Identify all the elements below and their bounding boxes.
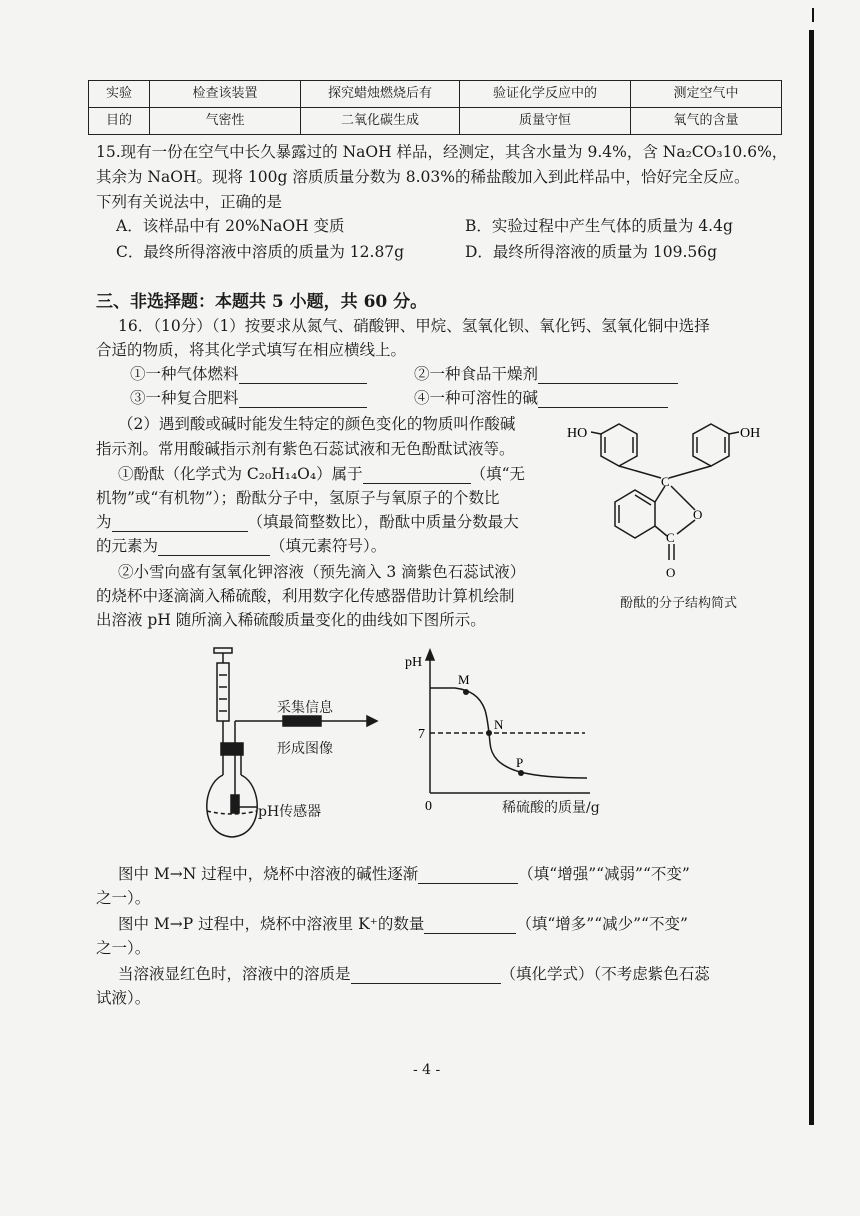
table-cell: 探究蜡烛燃烧后有: [301, 81, 460, 108]
origin-label: 0: [425, 799, 432, 814]
text: ①酚酞（化学式为 C₂₀H₁₄O₄）属于: [118, 465, 363, 483]
label-n: N: [494, 717, 504, 732]
point-m: [463, 689, 469, 695]
collect-info-label: 采集信息: [277, 700, 333, 716]
q16-a-line1: [118, 462, 525, 484]
q16-mp-line-end: 之一）。: [96, 939, 151, 957]
answer-blank[interactable]: [158, 539, 270, 556]
q15-option-b: B．实验过程中产生气体的质量为 4.4g: [465, 217, 733, 235]
table-cell: 氧气的含量: [631, 108, 782, 135]
answer-blank[interactable]: [239, 391, 367, 408]
q16-b-line2: 的烧杯中逐滴滴入稀硫酸，利用数字化传感器借助计算机绘制: [96, 587, 515, 605]
answer-blank[interactable]: [424, 917, 516, 934]
text: 图中 M→N 过程中，烧杯中溶液的碱性逐渐: [118, 865, 419, 883]
q16-item2: [414, 362, 678, 384]
q16-p2-line2: 指示剂。常用酸碱指示剂有紫色石蕊试液和无色酚酞试液等。: [96, 440, 515, 458]
text: （填元素符号）。: [270, 537, 387, 555]
q15-option-c: C．最终所得溶液中溶质的质量为 12.87g: [116, 243, 405, 261]
text: 图中 M→P 过程中，烧杯中溶液里 K⁺的数量: [118, 915, 425, 933]
point-p: [518, 770, 524, 776]
text: （填最简整数比），酚酞中质量分数最大: [247, 513, 519, 531]
item-label: ①一种气体燃料: [130, 365, 239, 383]
table-cell: 二氧化碳生成: [301, 108, 460, 135]
page-number: - 4 -: [413, 1062, 441, 1078]
section-heading: 三、非选择题：本题共 5 小题，共 60 分。: [96, 292, 428, 312]
x-axis-label: 稀硫酸的质量/g: [502, 800, 600, 816]
item-label: ④一种可溶性的碱: [414, 389, 539, 407]
q16-red-line: [118, 962, 710, 984]
table-cell: 实验: [89, 81, 150, 108]
table-cell: 气密性: [150, 108, 301, 135]
experiment-purpose-table: [88, 80, 782, 135]
item-label: ②一种食品干燥剂: [414, 365, 539, 383]
q15-stem-line3: 下列有关说法中，正确的是: [96, 193, 283, 211]
oh-label: OH: [740, 426, 761, 441]
text: 的元素为: [96, 537, 159, 555]
q16-item4: [414, 386, 668, 408]
answer-blank[interactable]: [418, 867, 518, 884]
q16-b-line1: ②小雪向盛有氢氧化钾溶液（预先滴入 3 滴紫色石蕊试液）: [118, 563, 526, 581]
tick-7-label: 7: [418, 727, 425, 742]
text: 为: [96, 513, 112, 531]
q16-b-line3: 出溶液 pH 随所滴入稀硫酸质量变化的曲线如下图所示。: [96, 611, 486, 629]
q16-intro-line1: 16．（10分）（1）按要求从氮气、硝酸钾、甲烷、氢氧化钡、氧化钙、氢氧化铜中选择: [118, 317, 710, 335]
binding-margin-bar: [809, 30, 814, 1125]
q15-stem-line2: 其余为 NaOH。现将 100g 溶质质量分数为 8.03%的稀盐酸加入到此样品中，恰好完全反应。: [96, 168, 750, 186]
item-label: ③一种复合肥料: [130, 389, 239, 407]
table-cell: 检查该装置: [150, 81, 301, 108]
ho-label: HO: [567, 426, 588, 441]
q16-a-line2: 机物”或“有机物”）；酚酞分子中，氢原子与氧原子的个数比: [96, 489, 500, 507]
answer-blank[interactable]: [351, 967, 501, 984]
carbonyl-carbon-label: C: [666, 530, 675, 545]
label-m: M: [458, 672, 470, 687]
structure-caption: 酚酞的分子结构简式: [620, 596, 738, 611]
q16-mp-line: [118, 912, 688, 934]
text: （填“无: [470, 465, 526, 483]
text: （填化学式）（不考虑紫色石蕊: [500, 965, 710, 983]
q16-intro-line2: 合适的物质，将其化学式填写在相应横线上。: [96, 341, 407, 359]
q15-option-a: A．该样品中有 20%NaOH 变质: [116, 217, 345, 235]
q16-red-line-end: 试液）。: [96, 989, 151, 1007]
q15-option-d: D．最终所得溶液的质量为 109.56g: [465, 243, 718, 261]
point-n: [486, 730, 492, 736]
y-axis-label: pH: [405, 655, 423, 670]
phenolphthalein-structure: [565, 410, 780, 585]
answer-blank[interactable]: [112, 515, 248, 532]
text: 当溶液显红色时，溶液中的溶质是: [118, 965, 351, 983]
table-cell: 验证化学反应中的: [460, 81, 631, 108]
central-carbon-label: C: [661, 474, 670, 489]
carbonyl-oxygen-label: O: [666, 565, 676, 580]
answer-blank[interactable]: [538, 367, 678, 384]
table-cell: 质量守恒: [460, 108, 631, 135]
table-cell: 测定空气中: [631, 81, 782, 108]
q16-a-line4: [96, 534, 386, 556]
q16-mn-line: [118, 862, 690, 884]
text: （填“增多”“减少”“不变”: [516, 915, 688, 933]
answer-blank[interactable]: [538, 391, 668, 408]
label-p: P: [516, 755, 524, 770]
q16-p2-line1: （2）遇到酸或碱时能发生特定的颜色变化的物质叫作酸碱: [118, 415, 516, 433]
q15-stem-line1: 15.现有一份在空气中长久暴露过的 NaOH 样品，经测定，其含水量为 9.4%，含 Na₂CO₃10.6%，: [96, 143, 788, 161]
q16-item3: [130, 386, 367, 408]
text: （填“增强”“减弱”“不变”: [518, 865, 690, 883]
ph-curve-graph: [395, 648, 595, 818]
q16-a-line3: [96, 510, 519, 532]
table-cell: 目的: [89, 108, 150, 135]
ph-sensor-label: pH传感器: [258, 804, 322, 820]
q16-mn-line-end: 之一）。: [96, 889, 151, 907]
ring-oxygen-label: O: [693, 507, 703, 522]
answer-blank[interactable]: [239, 367, 367, 384]
answer-blank[interactable]: [363, 467, 471, 484]
margin-tick: [812, 8, 814, 22]
q16-item1: [130, 362, 367, 384]
form-image-label: 形成图像: [277, 741, 333, 757]
